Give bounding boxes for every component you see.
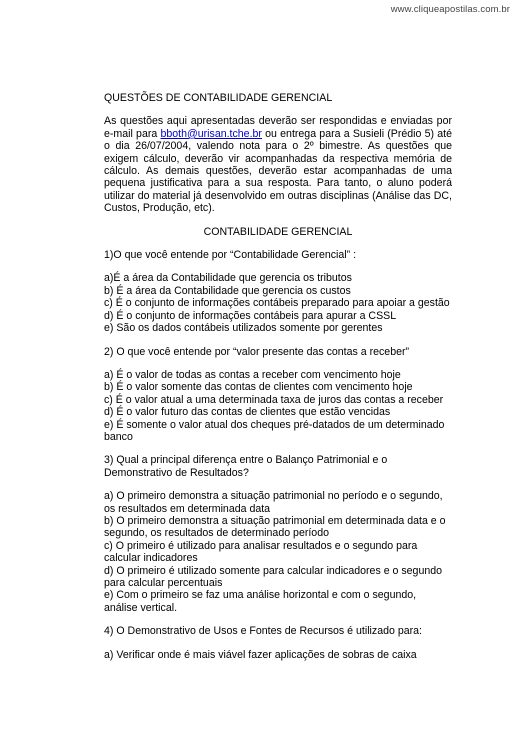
question-4-options [104, 649, 452, 661]
site-watermark: www.cliqueapostilas.com.br [390, 4, 510, 15]
question-3-option-e: e) Com o primeiro se faz uma análise horizontal e com o segundo, análise vertical. [104, 589, 417, 614]
question-3-options [104, 490, 452, 614]
question-1-options [104, 272, 452, 334]
question-1: 1)O que você entende por “Contabilidade Gerencial” : [104, 249, 357, 262]
question-1-option-c: c) É o conjunto de informações contábeis preparado para apoiar a gestão [104, 297, 450, 310]
question-4-option-a: a) Verificar onde é mais viável fazer aplicações de sobras de caixa [104, 648, 417, 661]
question-1-option-d: d) É o conjunto de informações contábeis para apurar a CSSL [104, 309, 397, 322]
question-3-option-b: b) O primeiro demonstra a situação patrimonial em determinada data e o segundo, os resultados de determinado período [104, 514, 446, 540]
question-2-option-c: c) É o valor atual a uma determinada taxa de juros das contas a receber [104, 393, 444, 406]
question-1-option-a: a)É a área da Contabilidade que gerencia os tributos [104, 272, 352, 285]
question-3-option-c: c) O primeiro é utilizado para analisar resultados e o segundo para calcular indicadores [104, 539, 418, 565]
question-1-option-e: e) São os dados contábeis utilizados somente por gerentes [104, 322, 383, 335]
question-4: 4) O Demonstrativo de Usos e Fontes de Recursos é utilizado para: [104, 625, 422, 638]
intro-text-before: As questões aqui apresentadas deverão ser respondidas e enviadas por e-mail para [104, 115, 452, 140]
question-3-option-d: d) O primeiro é utilizado somente para calcular indicadores e o segundo para calcular percentuais [104, 564, 443, 589]
question-2: 2) O que você entende por “valor presente das contas a receber” [104, 345, 410, 358]
intro-paragraph [104, 115, 452, 214]
question-2-option-b: b) É o valor somente das contas de clientes com vencimento hoje [104, 381, 413, 394]
section-title: CONTABILIDADE GERENCIAL [203, 225, 353, 238]
intro-text-after: ou entrega para a Susieli (Prédio 5) até o dia 26/07/2004, valendo nota para o 2º bimestre. As questões que exigem cálculo, deverão vir acompanhadas da respectiva memória de cálculo. As demais questões, deverão estar acompanhadas de uma pequena justificativa para a sua resposta. Para tanto, o aluno poderá utilizar do material já desenvolvido em outras disciplinas (Análise das DC, Custos, Produção, etc). [104, 127, 452, 215]
question-3-option-a: a) O primeiro demonstra a situação patrimonial no período e o segundo, os resultados em determinada data [104, 490, 443, 515]
question-2-option-a: a) É o valor de todas as contas a receber com vencimento hoje [104, 368, 401, 381]
question-2-option-d: d) É o valor futuro das contas de clientes que estão vencidas [104, 406, 391, 419]
question-1-option-b: b) É a área da Contabilidade que gerencia os custos [104, 284, 351, 297]
document-heading: QUESTÕES DE CONTABILIDADE GERENCIAL [104, 92, 333, 104]
document-page [104, 92, 452, 672]
email-link[interactable]: bboth@urisan.tche.br [160, 127, 262, 140]
question-3: 3) Qual a principal diferença entre o Balanço Patrimonial e o Demonstrativo de Resultados? [104, 454, 388, 479]
question-2-option-e: e) É somente o valor atual dos cheques pré-datados de um determinado banco [104, 418, 445, 443]
question-2-options [104, 369, 452, 443]
